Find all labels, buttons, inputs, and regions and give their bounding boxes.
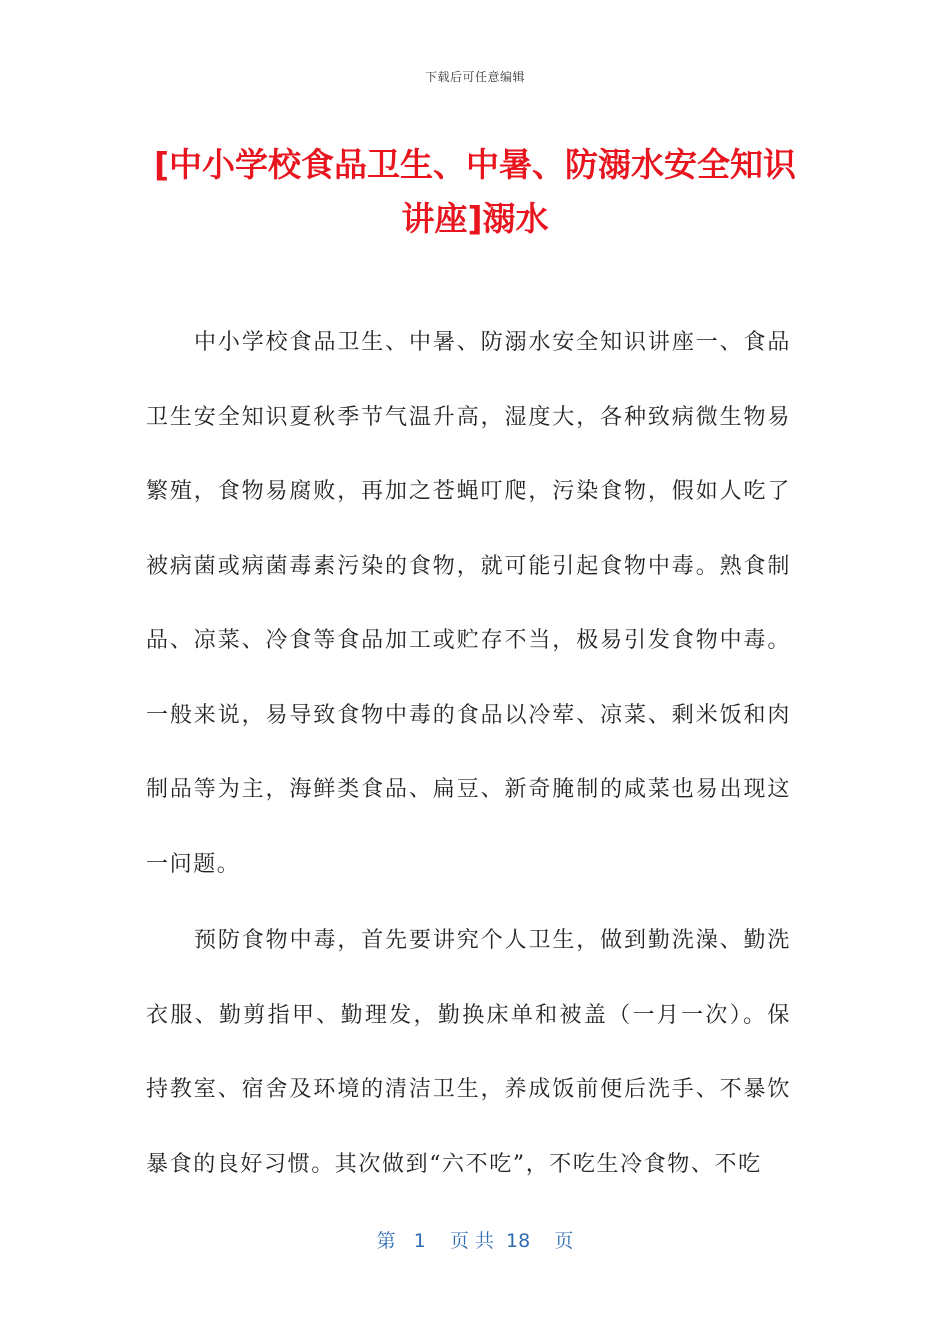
header-note: 下载后可任意编辑 bbox=[424, 70, 525, 84]
body-paragraph-1: 中小学校食品卫生、中暑、防溺水安全知识讲座一、食品卫生安全知识夏秋季节气温升高，湿度大，各种致病微生物易繁殖，食物易腐败，再加之苍蝇叮爬，污染食物，假如人吃了被病菌或病菌毒素污染的食物，就可能引起食物中毒。熟食制品、凉菜、冷食等食品加工或贮存不当，极易引发食物中毒。一般来说，易导致食物中毒的食品以冷荤、凉菜、剩米饭和肉制品等为主，海鲜类食品、扁豆、新奇腌制的咸菜也易出现这一问题。 bbox=[146, 330, 791, 877]
page-number-footer: 第 1 页 共 18 页 bbox=[376, 1230, 574, 1252]
body-paragraph-2: 预防食物中毒，首先要讲究个人卫生，做到勤洗澡、勤洗衣服、勤剪指甲、勤理发，勤换床单和被盖（一月一次）。保持教室、宿舍及环境的清洁卫生，养成饭前便后洗手、不暴饮暴食的良好习惯。其次做到“六不吃”，不吃生冷食物、不吃 bbox=[146, 928, 791, 1177]
document-title: [中小学校食品卫生、中暑、防溺水安全知识讲座]溺水 bbox=[153, 145, 797, 238]
